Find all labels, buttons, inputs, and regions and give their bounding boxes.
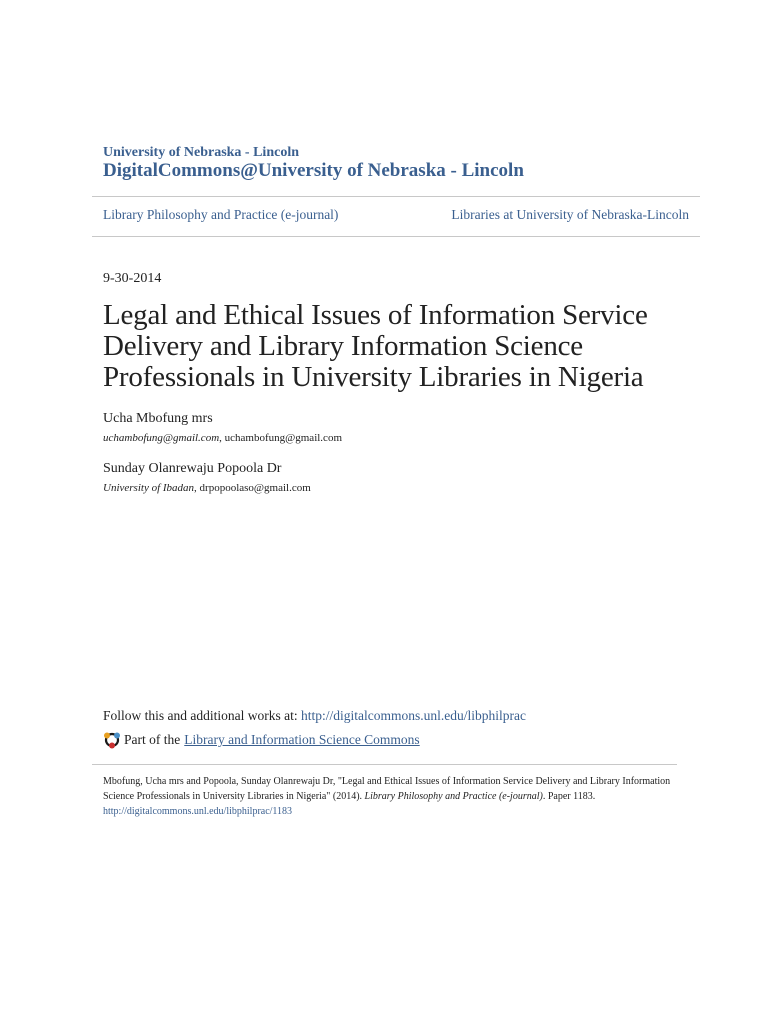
author-name[interactable]: Ucha Mbofung mrs — [103, 411, 213, 426]
title-line: Legal and Ethical Issues of Information Service — [103, 299, 648, 331]
author-name[interactable]: Sunday Olanrewaju Popoola Dr — [103, 461, 282, 476]
part-of-text: Part of the — [124, 732, 181, 747]
citation-journal: Library Philosophy and Practice (e-journal) — [364, 791, 543, 802]
repository-name[interactable]: DigitalCommons@University of Nebraska - Lincoln — [103, 160, 524, 181]
affiliation-label: University of Ibadan — [103, 482, 195, 494]
title-line: Delivery and Library Information Science — [103, 330, 583, 362]
author-email: , uchambofung@gmail.com — [219, 432, 342, 444]
author-affiliation — [103, 482, 311, 494]
citation-block — [103, 774, 683, 819]
follow-text: Follow this and additional works at: — [103, 708, 301, 723]
title-line: Professionals in University Libraries in Nigeria — [103, 361, 644, 393]
libraries-link[interactable]: Libraries at University of Nebraska-Lincoln — [451, 207, 689, 222]
citation-paper: . Paper 1183. — [542, 791, 596, 802]
divider-top — [92, 196, 700, 197]
author-affiliation — [103, 432, 342, 444]
citation-text: Mbofung, Ucha mrs and Popoola, Sunday Olanrewaju Dr, "Legal and Ethical Issues of Information Service Delivery and Library Information Science Professionals in University Libraries in Nigeria" (2014). — [103, 776, 671, 802]
affiliation-label: uchambofung@gmail.com — [103, 432, 220, 444]
follow-line — [103, 708, 526, 724]
divider-nav — [92, 236, 700, 237]
commons-link[interactable]: Library and Information Science Commons — [184, 732, 420, 747]
repository-url-link[interactable]: http://digitalcommons.unl.edu/libphilprac — [301, 708, 526, 723]
citation-url-link[interactable]: http://digitalcommons.unl.edu/libphilprac/1183 — [103, 806, 293, 817]
author-email: , drpopoolaso@gmail.com — [194, 482, 311, 494]
commons-network-icon — [103, 731, 121, 749]
article-title — [103, 300, 648, 393]
publication-date: 9-30-2014 — [103, 271, 162, 286]
journal-link[interactable]: Library Philosophy and Practice (e-journal) — [103, 207, 339, 222]
part-of-line — [103, 731, 420, 749]
divider-bottom — [92, 764, 677, 765]
institution-name[interactable]: University of Nebraska - Lincoln — [103, 145, 299, 160]
